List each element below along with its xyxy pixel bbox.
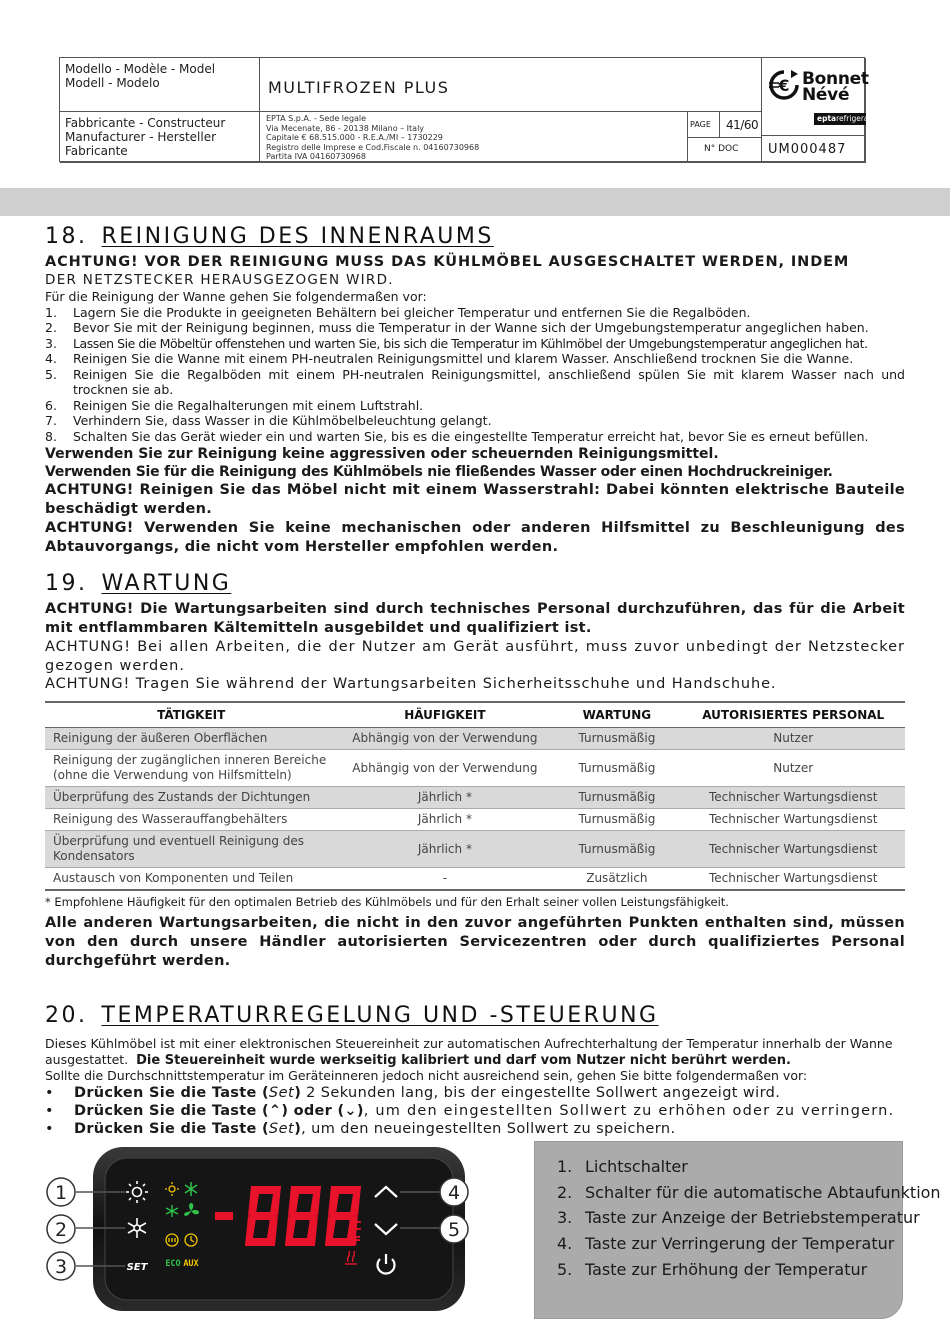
table-row (45, 868, 905, 891)
step-text: Reinigen Sie die Regalhalterungen mit einem Luftstrahl. (73, 397, 424, 413)
table-header-row (45, 702, 905, 728)
bullet-rest: 2 Sekunden lang, bis der eingestellte Sollwert angezeigt wird. (301, 1084, 781, 1101)
s18-warning-bold: ACHTUNG! VOR DER REINIGUNG MUSS DAS KÜHLMÖBEL AUSGESCHALTET WERDEN, INDEM (45, 254, 850, 270)
legend-list (535, 1142, 941, 1283)
table-cell: Turnusmäßig (552, 809, 681, 831)
list-item (45, 398, 905, 414)
table-cell: Reinigung der äußeren Oberflächen (45, 728, 337, 750)
logo-line-1: Bonnet (802, 69, 869, 89)
bullet-bold: Drücken Sie die Taste ( (74, 1084, 269, 1101)
callout-number: 1 (54, 1182, 68, 1204)
model-label-line-2: Modell - Modelo (65, 76, 160, 90)
table-cell: Turnusmäßig (552, 750, 681, 787)
legend-text: Taste zur Verringerung der Temperatur (585, 1234, 895, 1254)
step-number: 5. (45, 366, 57, 382)
model-value: MULTIFROZEN PLUS (260, 58, 762, 112)
section-19-heading (45, 571, 905, 596)
eco-label: ECO (165, 1259, 181, 1269)
s19-warning-caps-1: ACHTUNG! Bei allen Arbeiten, die der Nutzer am Gerät ausführt, muss zuvor unbedingt der Netzstecker gezogen werden. (45, 639, 905, 674)
callout-number: 3 (54, 1256, 68, 1278)
doc-number: UM000487 (762, 136, 866, 163)
column-header: HÄUFIGKEIT (337, 702, 552, 728)
doc-label: N° DOC (688, 138, 762, 163)
callout-number: 5 (447, 1219, 461, 1241)
step-number: 6. (45, 397, 57, 413)
bullet-rest: , um den neueingestellten Sollwert zu speichern. (301, 1120, 676, 1137)
step-number: 7. (45, 413, 57, 428)
s20-intro-bold: Die Steuereinheit wurde werkseitig kalibriert und darf vom Nutzer nicht berührt werden. (136, 1052, 791, 1068)
bullet-rest: , um den eingestellten Sollwert zu erhöhen oder zu verringern. (363, 1102, 895, 1119)
section-title: REINIGUNG DES INNENRAUMS (101, 224, 494, 249)
step-text: Schalten Sie das Gerät wieder ein und warten Sie, bis es die eingestellte Temperatur erreicht hat, bevor Sie es erneut befüllen. (73, 428, 869, 444)
step-number: 8. (45, 428, 57, 444)
step-text: Reinigen Sie die Regalböden mit einem PH-neutralen Reinigungsmittel, anschließend spülen Sie mit klarem Wasser nach und trocknen sie ab. (73, 366, 905, 397)
table-footnote: * Empfohlene Häufigkeit für den optimalen Betrieb des Kühlmöbels und für den Erhalt seiner vollen Leistungsfähigkeit. (45, 895, 729, 909)
step-text: Lassen Sie die Möbeltür offenstehen und warten Sie, bis sich die Temperatur im Kühlmöbel der Umgebungstemperatur angeglichen hat. (73, 335, 868, 351)
table-cell: Abhängig von der Verwendung (337, 750, 552, 787)
list-item (45, 413, 905, 429)
table-cell: Jährlich * (337, 787, 552, 809)
legend-text: Taste zur Erhöhung der Temperatur (585, 1259, 868, 1279)
s18-steps-list (45, 305, 905, 445)
page-content (45, 224, 905, 1138)
table-cell: Technischer Wartungsdienst (681, 831, 905, 868)
legend-text: Lichtschalter (585, 1157, 688, 1176)
manufacturer-label-line-2: Manufacturer - Hersteller (65, 130, 217, 144)
step-number: 1. (45, 304, 57, 320)
step-number: 4. (45, 351, 57, 366)
callout-3 (47, 1252, 75, 1280)
unit-celsius: C (353, 1219, 362, 1233)
legend-number: 1. (557, 1157, 573, 1176)
callout-2 (47, 1215, 75, 1243)
legend-number: 2. (557, 1182, 573, 1202)
bullet-bold: ) (356, 1102, 364, 1119)
table-cell: Technischer Wartungsdienst (681, 868, 905, 891)
table-cell: Überprüfung des Zustands der Dichtungen (45, 787, 337, 809)
unit-fahrenheit: F (353, 1234, 362, 1248)
table-cell: - (337, 868, 552, 891)
page-label: PAGE (688, 112, 720, 138)
logo-wordmark (802, 71, 869, 103)
list-item (45, 1120, 905, 1138)
section-number: 20. (45, 1003, 88, 1028)
section-20-heading (45, 1003, 905, 1028)
table-cell: Turnusmäßig (552, 787, 681, 809)
table-cell: Nutzer (681, 728, 905, 750)
logo-sub-rest: refrigeration (836, 114, 883, 123)
table-cell: Reinigung des Wasserauffangbehälters (45, 809, 337, 831)
legal-line: Partita IVA 04160730968 (266, 152, 366, 161)
callout-number: 4 (447, 1182, 461, 1204)
page-number: 41/60 (720, 112, 762, 138)
table-cell: Jährlich * (337, 831, 552, 868)
list-item (45, 336, 905, 352)
document-header (59, 57, 883, 162)
table-cell (45, 750, 337, 787)
table-cell: Zusätzlich (552, 868, 681, 891)
step-text: Verhindern Sie, dass Wasser in die Kühlmöbelbeleuchtung gelangt. (73, 413, 492, 428)
column-header: AUTORISIERTES PERSONAL (681, 702, 905, 728)
list-item (45, 1084, 905, 1102)
legend-item (557, 1257, 902, 1283)
manufacturer-label-cell (60, 112, 260, 163)
cell-line: (ohne die Verwendung von Hilfsmitteln) (53, 768, 292, 782)
step-number: 3. (45, 335, 57, 351)
table-cell: Austausch von Komponenten und Teilen (45, 868, 337, 891)
section-number: 18. (45, 224, 88, 249)
step-text: Bevor Sie mit der Reinigung beginnen, muss die Temperatur in der Wanne sich der Umgebungstemperatur angeglichen haben. (73, 320, 869, 335)
list-item (45, 1102, 905, 1120)
s20-instructions-list (45, 1084, 905, 1138)
legend-item (557, 1180, 941, 1206)
table-cell: Nutzer (681, 750, 905, 787)
down-arrow-icon: ⌄ (344, 1102, 357, 1119)
display-segment (290, 1212, 316, 1220)
legend-text: Schalter für die automatische Abtaufunktion (585, 1182, 941, 1202)
cell-line: Reinigung der zugänglichen inneren Bereiche (53, 753, 327, 767)
s20-intro (45, 1036, 905, 1068)
controller-illustration (45, 1144, 505, 1314)
column-header: TÄTIGKEIT (45, 702, 337, 728)
display-segment (250, 1212, 276, 1220)
controller-face (105, 1158, 453, 1300)
set-key-label: Set (268, 1084, 295, 1101)
up-arrow-icon: ⌃ (268, 1102, 282, 1119)
table-row (45, 787, 905, 809)
bullet-bold: Drücken Sie die Taste ( (74, 1120, 269, 1137)
minus-segment (215, 1212, 233, 1220)
bullet-bold: ) (294, 1084, 302, 1101)
legal-line: Capitale € 68.515.000 - R.E.A./MI – 1730229 (266, 133, 443, 142)
bullet-text (74, 1102, 894, 1120)
section-number: 19. (45, 571, 88, 596)
set-button[interactable] (127, 1262, 149, 1273)
legal-line: Via Mecenate, 86 - 20138 Milano – Italy (266, 123, 425, 133)
s19-closing-note: Alle anderen Wartungsarbeiten, die nicht in den zuvor angeführten Punkten enthalten sind, müssen von den durch unsere Händler autorisierten Servicezentren oder durch qualifiziertes Personal durchgeführt werden. (45, 915, 905, 969)
table-cell: Technischer Wartungsdienst (681, 787, 905, 809)
s20-intro-text: Dieses Kühlmöbel ist mit einer elektronischen Steuereinheit zur automatischen Aufrechterhaltung der Temperatur innerhalb der Wanne ausgestattet. (45, 1036, 893, 1067)
model-label-cell (60, 58, 260, 112)
step-text: Lagern Sie die Produkte in geeigneten Behältern bei gleicher Temperatur und entfernen Sie die Regalböden. (73, 304, 751, 320)
column-header: WARTUNG (552, 702, 681, 728)
legend-item (557, 1154, 902, 1180)
list-item (45, 429, 905, 445)
manufacturer-label-line-3: Fabricante (65, 144, 128, 158)
list-item (45, 320, 905, 336)
bullet: • (45, 1084, 54, 1101)
callout-4 (440, 1178, 468, 1206)
list-item (45, 351, 905, 367)
step-number: 2. (45, 320, 57, 335)
bonnet-neve-logo-icon (767, 68, 801, 102)
table-cell: Abhängig von der Verwendung (337, 728, 552, 750)
legend-item (557, 1231, 902, 1257)
aux-label: AUX (183, 1259, 199, 1269)
bullet-text (74, 1120, 675, 1138)
bullet: • (45, 1102, 54, 1119)
legend-item (557, 1205, 920, 1231)
logo-subbrand (814, 113, 883, 125)
bullet: • (45, 1120, 54, 1137)
list-item (45, 367, 905, 398)
s18-note-1: Verwenden Sie zur Reinigung keine aggressiven oder scheuernden Reinigungsmittel. (45, 446, 719, 462)
legend-text: Taste zur Anzeige der Betriebstemperatur (585, 1208, 920, 1228)
s20-intro-2: Sollte die Durchschnittstemperatur im Geräteinneren jedoch nicht ausreichend sein, gehen Sie bitte folgendermaßen vor: (45, 1068, 808, 1083)
table-row (45, 831, 905, 868)
table-cell: Überprüfung und eventuell Reinigung des Kondensators (45, 831, 337, 868)
logo-line-2: Névé (802, 85, 850, 105)
section-title: WARTUNG (101, 571, 232, 596)
set-key-label: Set (268, 1120, 295, 1137)
bullet-bold: Drücken Sie die Taste ( (74, 1102, 269, 1119)
s18-warning-caps: DER NETZSTECKER HERAUSGEZOGEN WIRD. (45, 272, 394, 288)
legal-line: EPTA S.p.A. - Sede legale (266, 114, 367, 123)
table-cell: Technischer Wartungsdienst (681, 809, 905, 831)
callout-5 (440, 1215, 468, 1243)
legal-info (260, 112, 688, 163)
svg-text:€: € (778, 76, 790, 95)
s18-warning-3: ACHTUNG! Verwenden Sie keine mechanischen oder anderen Hilfsmittel zu Beschleunigung des Abtauvorgangs, die nicht vom Hersteller empfohlen werden. (45, 520, 905, 555)
s18-intro: Für die Reinigung der Wanne gehen Sie folgendermaßen vor: (45, 289, 427, 304)
s19-warning-bold: ACHTUNG! Die Wartungsarbeiten sind durch technisches Personal durchzuführen, das für die Arbeit mit entflammbaren Kältemitteln ausgebildet und qualifiziert ist. (45, 601, 905, 636)
table-cell: Jährlich * (337, 809, 552, 831)
controller-legend (534, 1141, 941, 1319)
section-18-heading (45, 224, 905, 249)
bullet-bold: ) (294, 1120, 302, 1137)
step-text: Reinigen Sie die Wanne mit einem PH-neutralen Reinigungsmittel und klarem Wasser. Anschließend trocknen Sie die Wanne. (73, 351, 854, 366)
maintenance-table (45, 701, 905, 891)
manufacturer-label-line-1: Fabbricante - Constructeur (65, 116, 226, 130)
bullet-bold: ) oder ( (281, 1102, 345, 1119)
legend-number: 3. (557, 1208, 573, 1228)
table-cell: Turnusmäßig (552, 831, 681, 868)
section-title: TEMPERATURREGELUNG UND -STEUERUNG (101, 1003, 659, 1028)
grey-divider-band (0, 188, 950, 216)
list-item (45, 305, 905, 321)
set-button-label: SET (126, 1262, 148, 1273)
s18-warning-2: ACHTUNG! Reinigen Sie das Möbel nicht mit einem Wasserstrahl: Dabei könnten elektrische Bauteile beschädigt werden. (45, 482, 905, 517)
table-cell: Turnusmäßig (552, 728, 681, 750)
legend-number: 4. (557, 1234, 573, 1254)
legal-line: Registro delle Imprese e Cod.Fiscale n. 04160730968 (266, 142, 480, 152)
logo-sub-bold: epta (817, 114, 837, 123)
model-label-line-1: Modello - Modèle - Model (65, 62, 216, 76)
bullet-text (74, 1084, 780, 1102)
table-row (45, 809, 905, 831)
legend-number: 5. (557, 1259, 573, 1279)
callout-number: 2 (54, 1219, 68, 1241)
table-row (45, 750, 905, 787)
callout-1 (47, 1178, 75, 1206)
s19-warning-caps-2: ACHTUNG! Tragen Sie während der Wartungsarbeiten Sicherheitsschuhe und Handschuhe. (45, 676, 777, 692)
table-row (45, 728, 905, 750)
s18-note-2: Verwenden Sie für die Reinigung des Kühlmöbels nie fließendes Wasser oder einen Hochdruckreiniger. (45, 464, 833, 480)
company-logo (762, 58, 883, 136)
